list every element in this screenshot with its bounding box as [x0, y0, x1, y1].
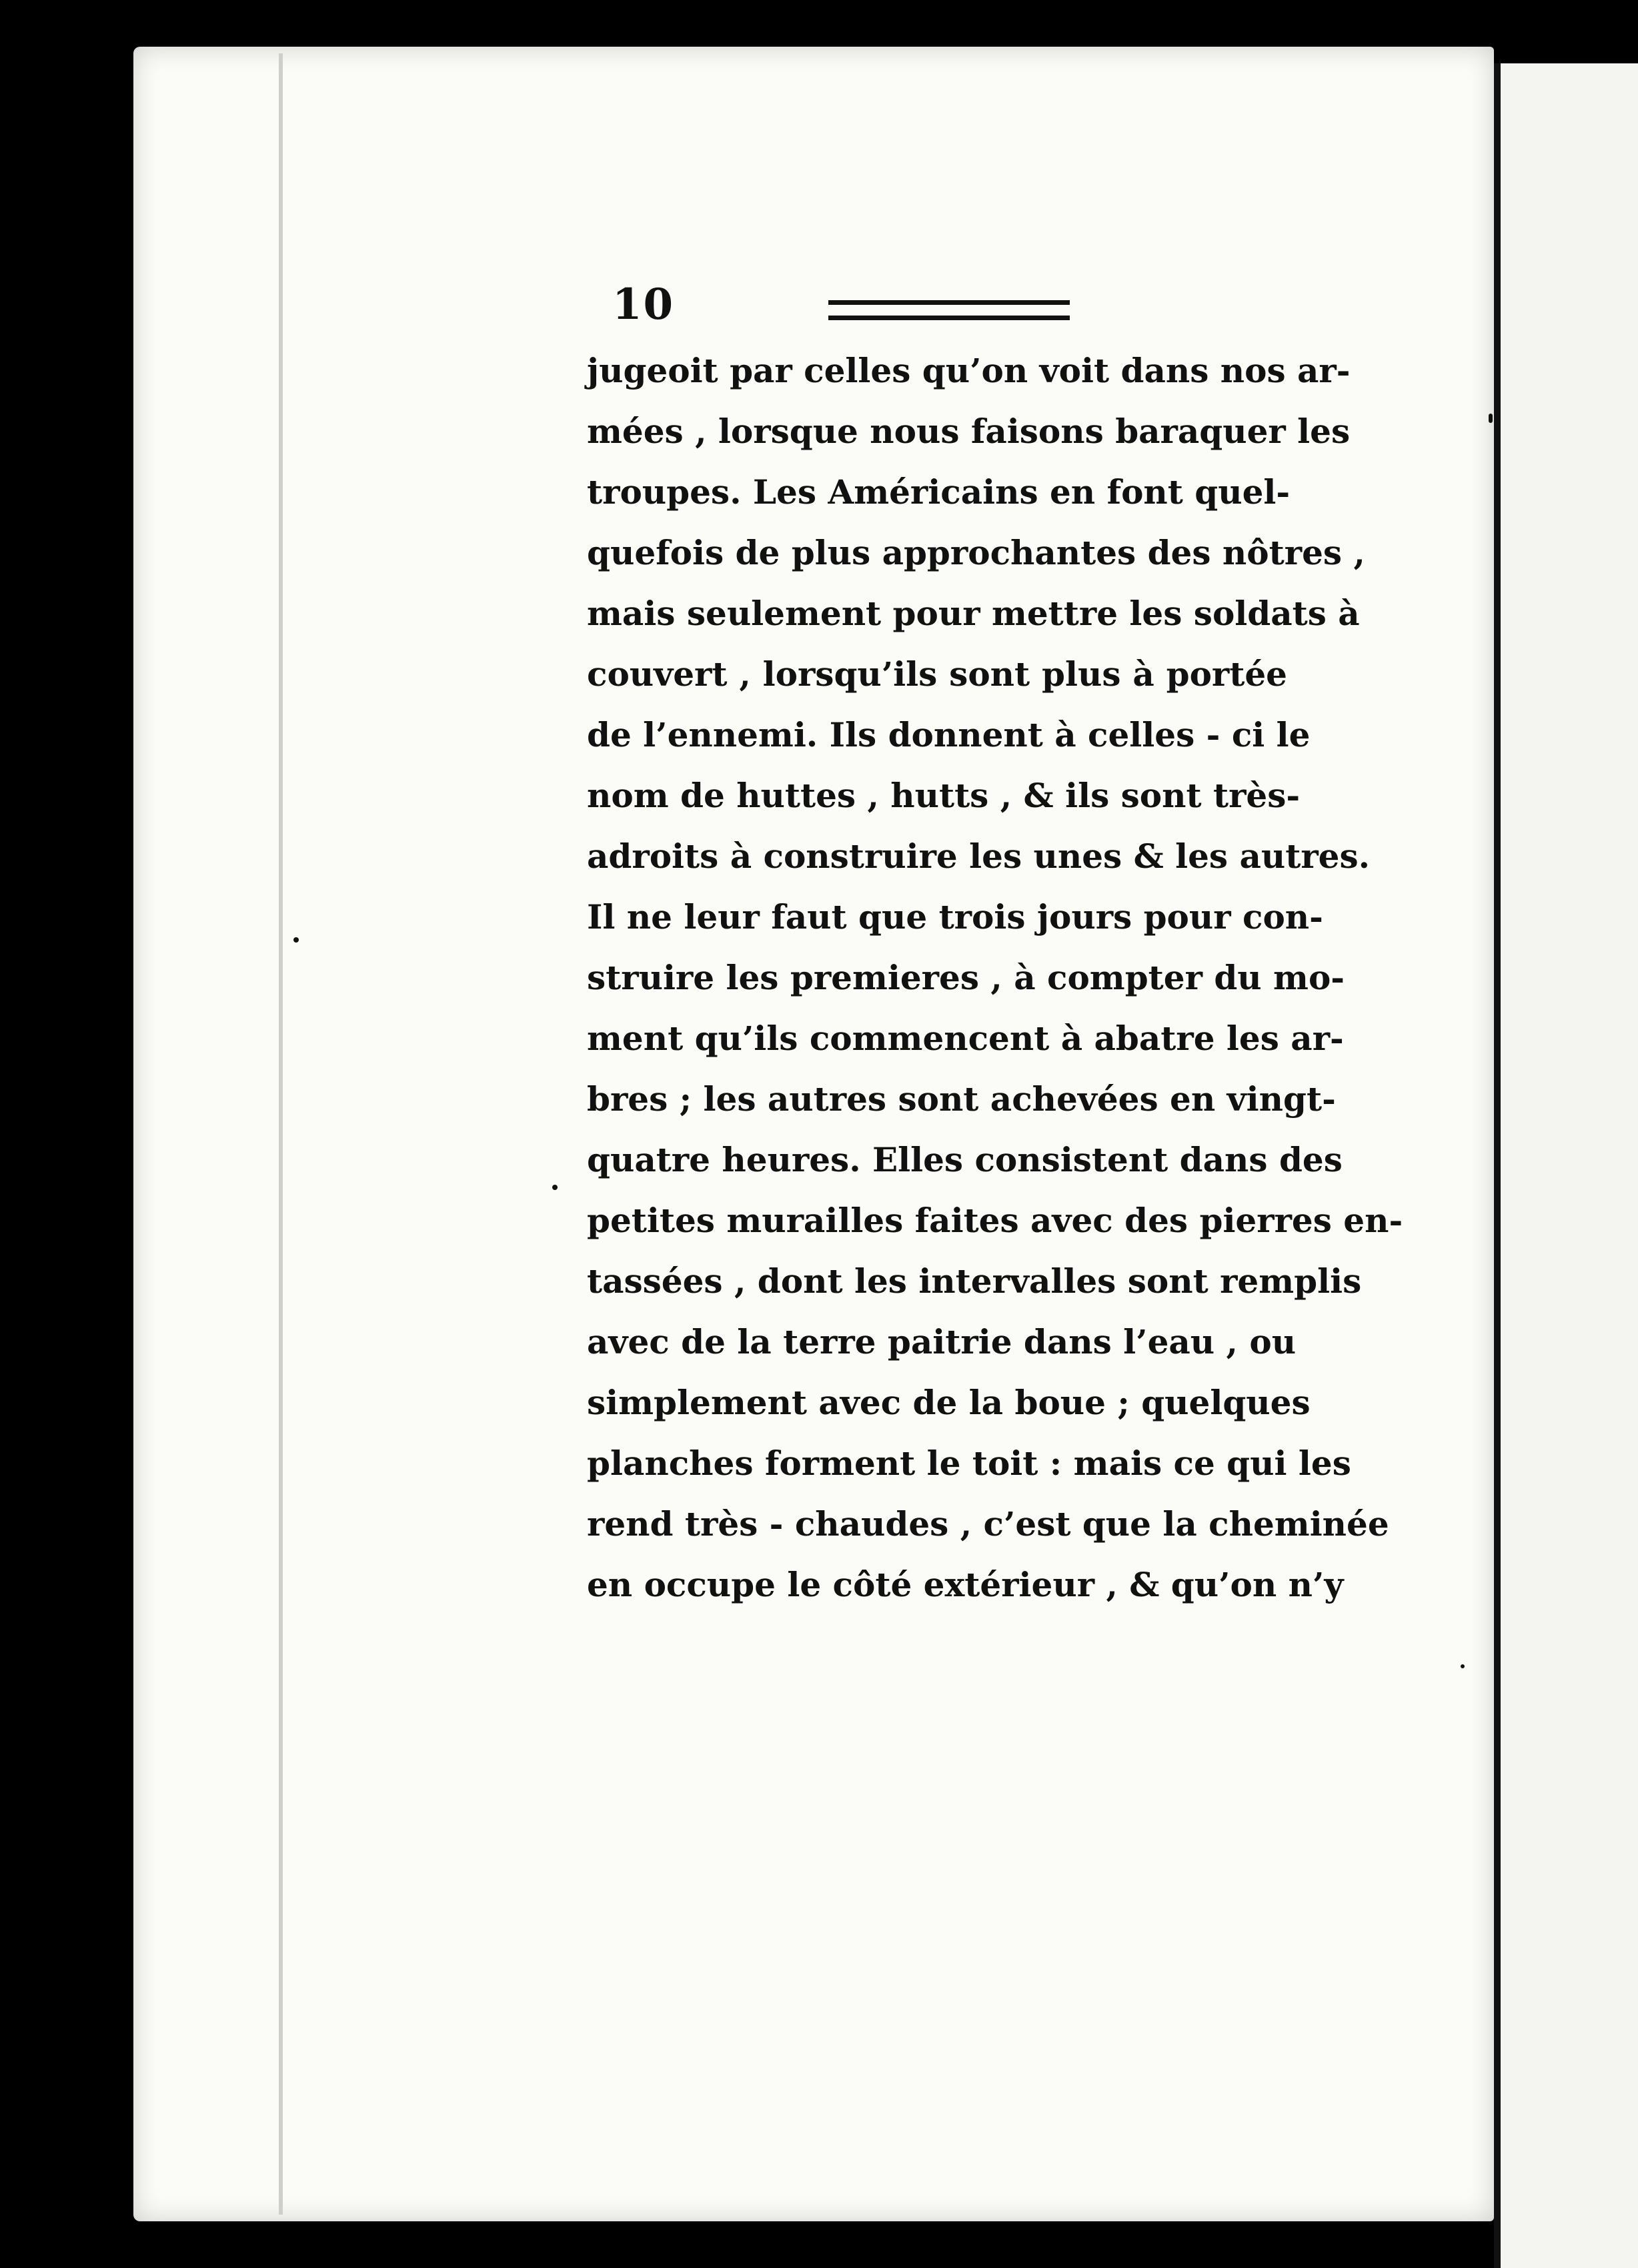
text-line: troupes. Les Américains en font quel-: [587, 472, 1291, 512]
page-left-edge: [279, 53, 283, 2215]
text-line: quefois de plus approchantes des nôtres ,: [587, 533, 1365, 572]
text-line: en occupe le côté extérieur , & qu’on n’y: [587, 1565, 1344, 1604]
text-line: mais seulement pour mettre les soldats à: [587, 594, 1360, 633]
text-line: mées , lorsque nous faisons baraquer les: [587, 412, 1351, 451]
text-line: de l’ennemi. Ils donnent à celles - ci le: [587, 715, 1311, 754]
ink-speck: [1461, 1664, 1465, 1668]
text-line: avec de la terre paitrie dans l’eau , ou: [587, 1322, 1297, 1361]
ink-speck: [552, 1185, 558, 1190]
ink-speck: [293, 937, 299, 943]
text-line: couvert , lorsqu’ils sont plus à portée: [587, 654, 1287, 694]
text-line: quatre heures. Elles consistent dans des: [587, 1140, 1343, 1179]
header-rule-top: [828, 300, 1070, 305]
header-rule-bottom: [828, 316, 1070, 320]
ink-speck: [1489, 414, 1493, 423]
text-line: jugeoit par celles qu’on voit dans nos ar-: [587, 351, 1351, 390]
text-line: Il ne leur faut que trois jours pour con-: [587, 897, 1323, 937]
header-double-rule: [828, 300, 1070, 320]
text-line: simplement avec de la boue ; quelques: [587, 1383, 1311, 1422]
adjacent-page-edge: [1494, 63, 1638, 2268]
text-line: nom de huttes , hutts , & ils sont très-: [587, 776, 1301, 815]
text-line: adroits à construire les unes & les autres.: [587, 836, 1371, 876]
text-line: tassées , dont les intervalles sont remplis: [587, 1261, 1362, 1301]
page-number: 10: [612, 279, 675, 330]
text-line: struire les premieres , à compter du mo-: [587, 958, 1345, 997]
text-line: rend très - chaudes , c’est que la cheminée: [587, 1504, 1389, 1544]
body-text: [587, 340, 1403, 1615]
text-line: petites murailles faites avec des pierres en-: [587, 1201, 1403, 1240]
text-line: bres ; les autres sont achevées en vingt-: [587, 1079, 1336, 1119]
text-line: planches forment le toit : mais ce qui les: [587, 1444, 1351, 1483]
text-line: ment qu’ils commencent à abatre les ar-: [587, 1019, 1344, 1058]
